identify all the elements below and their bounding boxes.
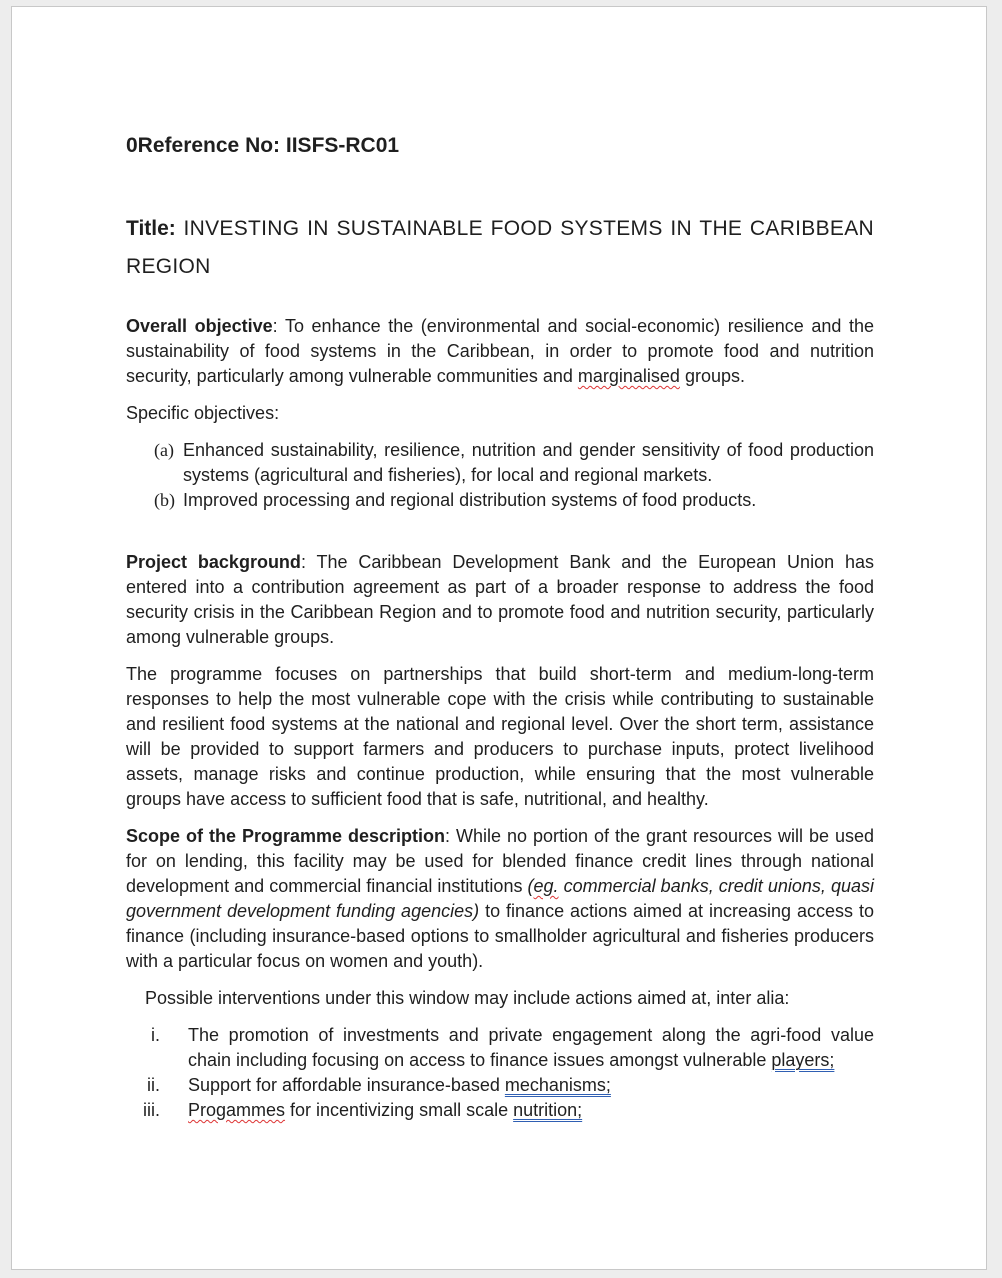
list-marker: ii. <box>147 1075 160 1095</box>
scope-label: Scope of the Programme description <box>126 826 445 846</box>
list-marker: iii. <box>143 1100 160 1120</box>
grammar-flag[interactable]: players; <box>771 1050 835 1070</box>
document-title <box>126 210 874 286</box>
grammar-flag[interactable]: mechanisms; <box>504 1075 611 1095</box>
title-text: INVESTING IN SUSTAINABLE FOOD SYSTEMS IN THE CARIBBEAN REGION <box>126 217 874 278</box>
scope-examples-open: ( <box>527 876 534 896</box>
list-item <box>126 1073 874 1098</box>
intervention-text: for incentivizing small scale <box>285 1100 514 1120</box>
overall-objective-label: Overall objective <box>126 316 273 336</box>
list-item-text: Enhanced sustainability, resilience, nutrition and gender sensitivity of food production systems (agricultural and fisheries), for local and regional markets. <box>183 440 874 485</box>
list-item <box>126 1023 874 1073</box>
spelling-flag[interactable]: marginalised <box>577 366 680 386</box>
project-background-text: : The Caribbean Development Bank and the European Union has entered into a contribution agreement as part of a broader response to address the food security crisis in the Caribbean Region and to promote food and nutrition security, particularly among vulnerable groups. <box>126 552 875 647</box>
interventions-intro: Possible interventions under this window may include actions aimed at, inter alia: <box>145 988 790 1008</box>
list-marker: i. <box>151 1025 160 1045</box>
scope-text-end: to finance actions aimed at increasing access to finance (including insurance-based options to smallholder agricultural and fisheries producers with a particular focus on women and youth). <box>126 901 874 971</box>
intervention-text: Support for affordable insurance-based <box>188 1075 505 1095</box>
list-item <box>126 438 874 488</box>
list-marker: (a) <box>154 440 174 460</box>
reference-number: 0Reference No: IISFS-RC01 <box>126 134 400 157</box>
scope-text: : While no portion of the grant resources will be used for on lending, this facility may be used for blended finance credit lines through national development and commercial financial institutions <box>126 826 874 896</box>
interventions-list <box>126 1023 874 1123</box>
intervention-text: The promotion of investments and private engagement along the agri-food value chain including focusing on access to finance issues amongst vulnerable <box>188 1025 874 1070</box>
list-item <box>126 1098 874 1123</box>
overall-objective-text-end: groups. <box>679 366 745 386</box>
grammar-flag[interactable]: nutrition; <box>513 1100 583 1120</box>
overall-objective-text: : To enhance the (environmental and social-economic) resilience and the sustainability of food systems in the Caribbean, in order to promote food and nutrition security, particularly among vulnerable communities and <box>126 316 874 386</box>
specific-objectives-heading: Specific objectives: <box>126 403 280 423</box>
list-marker: (b) <box>154 490 175 510</box>
scope-paragraph <box>126 824 874 974</box>
list-item-text <box>188 1098 874 1123</box>
project-background-paragraph <box>126 550 874 650</box>
overall-objective-paragraph <box>126 314 874 389</box>
list-item <box>126 488 874 513</box>
scope-examples-text: commercial banks, credit unions, quasi government development funding agencies) <box>126 876 874 921</box>
list-item-text <box>188 1073 874 1098</box>
spelling-flag[interactable]: eg. <box>533 876 559 896</box>
list-item-text <box>188 1023 874 1073</box>
programme-paragraph: The programme focuses on partnerships that build short-term and medium-long-term responses to help the most vulnerable cope with the crisis while contributing to sustainable and resilient food systems at the national and regional level. Over the short term, assistance will be provided to support farmers and producers to purchase inputs, protect livelihood assets, manage risks and continue production, while ensuring that the most vulnerable groups have access to sufficient food that is safe, nutritional, and healthy. <box>126 664 874 809</box>
list-item-text: Improved processing and regional distribution systems of food products. <box>183 490 757 510</box>
specific-objectives-list <box>126 438 874 513</box>
document-body <box>126 132 874 1123</box>
spelling-flag[interactable]: Progammes <box>188 1100 286 1120</box>
title-label: Title: <box>126 217 176 240</box>
project-background-label: Project background <box>126 552 301 572</box>
document-page <box>11 6 987 1270</box>
